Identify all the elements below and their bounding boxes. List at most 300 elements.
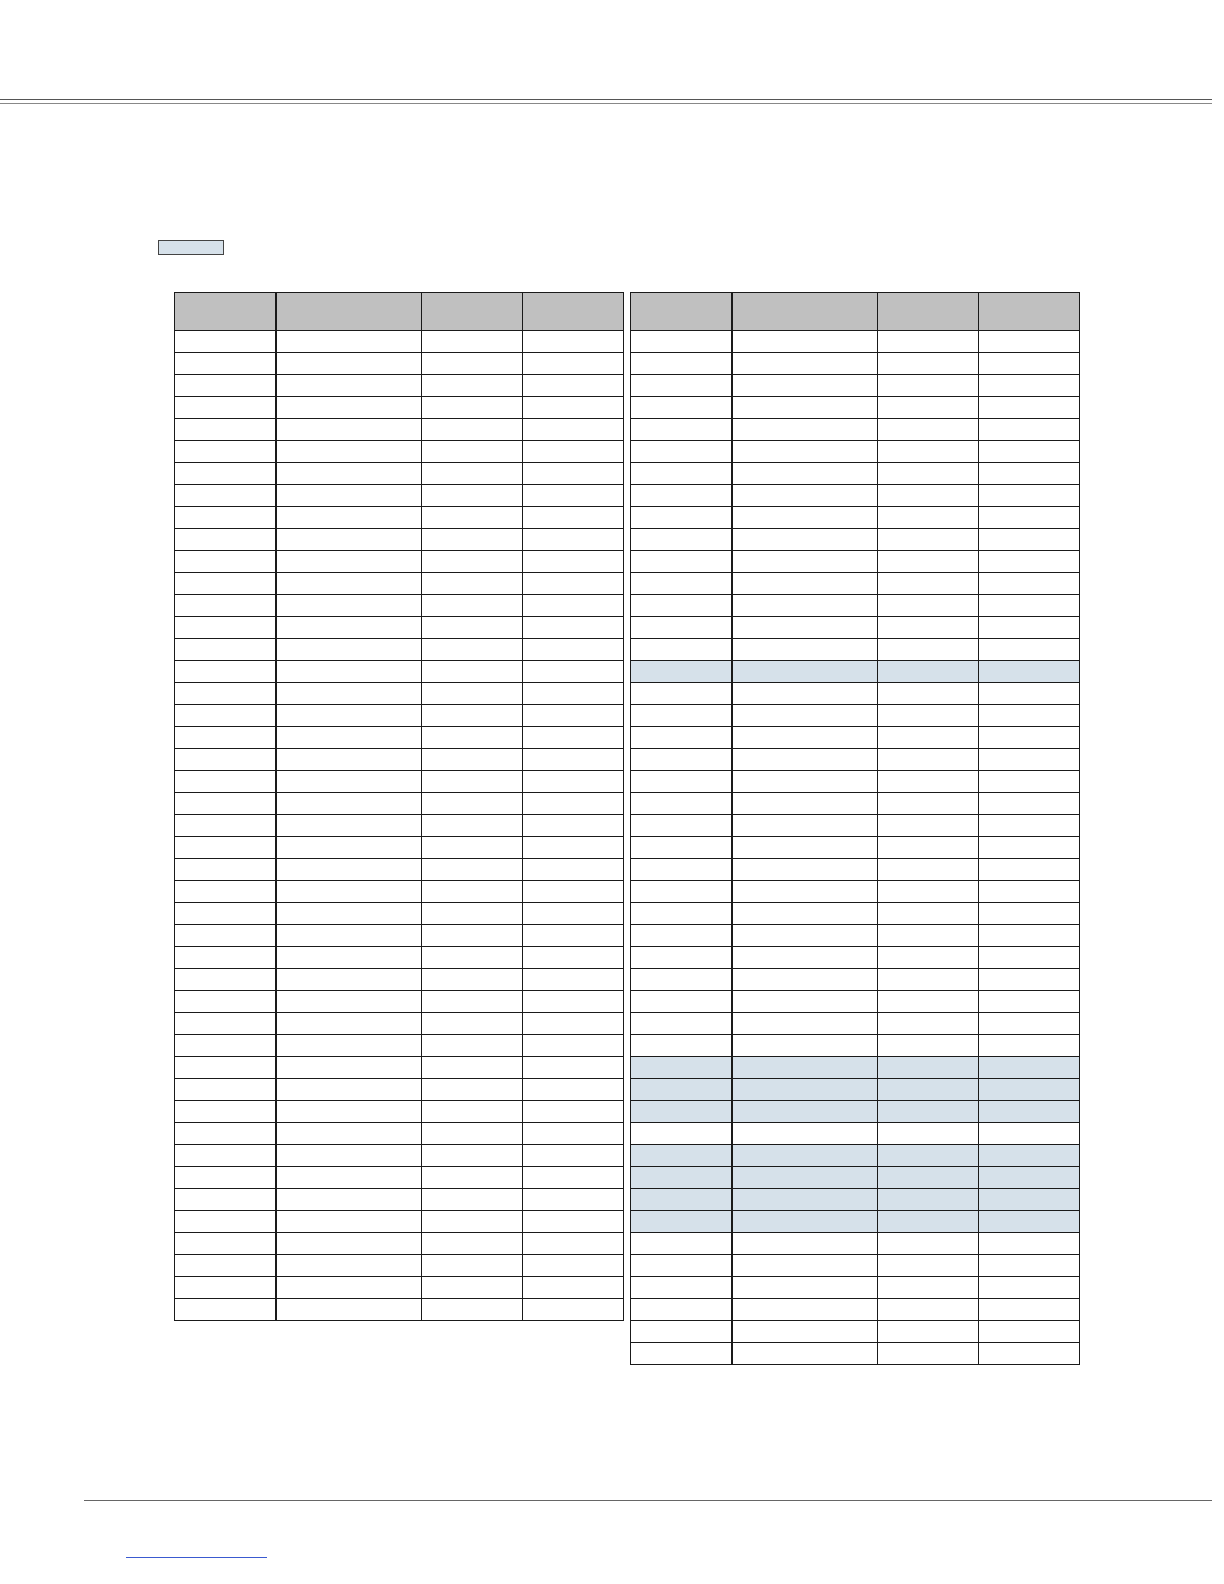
table-row [631,793,1080,815]
table-row [175,1079,624,1101]
table-cell [523,507,624,529]
table-cell [276,529,422,551]
table-cell [175,749,276,771]
table-cell [878,925,979,947]
table-cell [276,1189,422,1211]
table-cell [732,1189,878,1211]
table-cell [631,529,732,551]
table-row [175,1057,624,1079]
table-cell [979,617,1080,639]
table-cell [732,1277,878,1299]
table-row [631,397,1080,419]
table-cell [523,881,624,903]
table-cell [631,1035,732,1057]
table-cell [631,375,732,397]
table-cell [422,1057,523,1079]
table-cell [175,595,276,617]
table-cell [979,1167,1080,1189]
table-row [175,1123,624,1145]
table-cell [878,771,979,793]
table-cell [732,1013,878,1035]
table-cell [878,617,979,639]
table-cell [979,331,1080,353]
table-cell [276,859,422,881]
table-cell [175,551,276,573]
table-cell [175,331,276,353]
table-cell [276,1013,422,1035]
table-row [175,881,624,903]
table-cell [979,573,1080,595]
table-cell [631,793,732,815]
table-cell [631,1057,732,1079]
table-row [175,947,624,969]
table-cell [631,903,732,925]
table-cell [523,683,624,705]
table-cell [276,595,422,617]
table-cell [523,485,624,507]
footer-link-underline[interactable] [126,1557,267,1558]
table-cell [878,793,979,815]
column-header [422,293,523,331]
table-cell [276,639,422,661]
table-row [175,1035,624,1057]
table-cell [523,529,624,551]
column-header [276,293,422,331]
table-cell [523,1035,624,1057]
table-row [631,859,1080,881]
table-cell [979,947,1080,969]
table-row [175,793,624,815]
table-cell [732,1255,878,1277]
table-cell [878,1079,979,1101]
table-row [175,353,624,375]
table-cell [878,683,979,705]
table-cell [732,969,878,991]
table-cell [523,969,624,991]
table-cell [175,1035,276,1057]
table-cell [878,551,979,573]
table-cell [276,419,422,441]
table-cell [979,705,1080,727]
table-row [175,573,624,595]
table-cell [523,1123,624,1145]
table-cell [422,1123,523,1145]
table-cell [523,353,624,375]
table-cell [979,441,1080,463]
table-row [631,595,1080,617]
table-cell [276,1211,422,1233]
table-cell [732,419,878,441]
table-row [175,661,624,683]
table-cell [276,1299,422,1321]
table-cell [878,1013,979,1035]
column-header [732,293,878,331]
table-cell [979,551,1080,573]
table-cell [631,1013,732,1035]
table-cell [631,1101,732,1123]
table-cell [422,1079,523,1101]
table-row [631,463,1080,485]
table-cell [631,441,732,463]
table-cell [422,331,523,353]
table-cell [979,639,1080,661]
table-cell [523,1277,624,1299]
table-cell [732,815,878,837]
table-cell [276,375,422,397]
table-cell [523,441,624,463]
table-cell [732,837,878,859]
table-cell [422,485,523,507]
table-cell [422,1145,523,1167]
table-cell [631,859,732,881]
table-cell [422,969,523,991]
table-cell [631,617,732,639]
table-cell [878,353,979,375]
table-cell [175,969,276,991]
table-cell [631,1211,732,1233]
table-cell [732,1233,878,1255]
table-cell [276,727,422,749]
table-row [631,375,1080,397]
table-cell [175,815,276,837]
table-cell [732,1079,878,1101]
table-cell [979,815,1080,837]
table-row [631,1145,1080,1167]
table-cell [732,397,878,419]
table-cell [979,1233,1080,1255]
table-row [631,1079,1080,1101]
table-cell [631,419,732,441]
table-cell [631,1145,732,1167]
table-row [631,551,1080,573]
table-cell [732,639,878,661]
table-cell [276,749,422,771]
table-cell [422,749,523,771]
table-cell [523,1101,624,1123]
header-rule [0,99,1212,100]
table-cell [732,485,878,507]
table-cell [979,507,1080,529]
table-row [175,551,624,573]
table-cell [175,947,276,969]
table-cell [276,815,422,837]
table-cell [979,683,1080,705]
table-cell [732,881,878,903]
table-cell [276,1035,422,1057]
table-cell [631,353,732,375]
table-cell [276,551,422,573]
table-cell [523,1013,624,1035]
table-cell [878,573,979,595]
table-cell [979,793,1080,815]
table-cell [631,947,732,969]
table-cell [732,573,878,595]
table-cell [631,705,732,727]
table-cell [732,859,878,881]
table-cell [276,1101,422,1123]
table-row [175,419,624,441]
table-cell [422,353,523,375]
table-row [175,837,624,859]
highlight-legend-swatch [158,240,224,255]
table-cell [175,925,276,947]
table-row [175,441,624,463]
table-row [631,507,1080,529]
table-cell [523,1167,624,1189]
table-cell [276,573,422,595]
table-cell [523,1211,624,1233]
table-cell [878,881,979,903]
table-cell [422,771,523,793]
table-cell [175,727,276,749]
table-row [631,1343,1080,1365]
table-cell [878,1057,979,1079]
table-cell [523,1057,624,1079]
table-cell [422,793,523,815]
table-cell [878,1255,979,1277]
table-cell [631,1167,732,1189]
table-cell [175,1233,276,1255]
table-cell [422,551,523,573]
table-cell [979,1189,1080,1211]
table-cell [175,1145,276,1167]
table-cell [175,1189,276,1211]
table-cell [979,661,1080,683]
table-cell [175,529,276,551]
table-cell [175,903,276,925]
table-cell [523,1255,624,1277]
table-cell [422,595,523,617]
table-row [175,1013,624,1035]
table-cell [422,1277,523,1299]
table-cell [631,1321,732,1343]
table-cell [175,661,276,683]
table-cell [175,419,276,441]
table-cell [979,991,1080,1013]
table-cell [422,397,523,419]
table-cell [878,1299,979,1321]
table-cell [732,727,878,749]
table-cell [878,661,979,683]
table-cell [523,551,624,573]
table-cell [523,705,624,727]
column-header [175,293,276,331]
table-cell [878,1101,979,1123]
table-cell [979,1255,1080,1277]
table-cell [422,1255,523,1277]
table-cell [523,1189,624,1211]
table-cell [276,683,422,705]
table-cell [979,375,1080,397]
table-cell [523,397,624,419]
table-cell [175,793,276,815]
table-row [631,683,1080,705]
table-row [175,969,624,991]
table-cell [276,1145,422,1167]
table-row [631,947,1080,969]
table-cell [631,551,732,573]
table-cell [422,1211,523,1233]
table-cell [276,1255,422,1277]
table-cell [175,1299,276,1321]
table-cell [523,771,624,793]
header-rule-secondary [0,103,1212,104]
table-cell [979,595,1080,617]
table-row [631,837,1080,859]
table-row [175,485,624,507]
table-row [631,727,1080,749]
table-cell [631,683,732,705]
table-row [631,1013,1080,1035]
table-cell [732,529,878,551]
table-row [175,903,624,925]
table-cell [422,529,523,551]
table-cell [878,529,979,551]
table-cell [631,925,732,947]
table-cell [276,925,422,947]
table-row [631,441,1080,463]
table-cell [732,683,878,705]
table-cell [422,1167,523,1189]
table-row [175,507,624,529]
table-cell [175,639,276,661]
table-cell [732,947,878,969]
table-cell [732,749,878,771]
table-row [631,925,1080,947]
table-cell [631,1343,732,1365]
table-cell [276,1057,422,1079]
table-cell [523,837,624,859]
table-cell [878,1277,979,1299]
table-row [631,1233,1080,1255]
table-cell [979,859,1080,881]
table-cell [631,485,732,507]
table-row [631,661,1080,683]
table-cell [175,397,276,419]
table-row [175,991,624,1013]
left-table-body [175,331,624,1321]
table-cell [732,925,878,947]
table-row [175,815,624,837]
table-cell [175,463,276,485]
table-row [175,1145,624,1167]
table-row [175,397,624,419]
table-row [631,529,1080,551]
table-cell [523,727,624,749]
table-cell [878,1035,979,1057]
table-cell [732,991,878,1013]
table-cell [422,683,523,705]
table-row [631,1189,1080,1211]
table-cell [878,969,979,991]
table-cell [631,1233,732,1255]
table-row [175,529,624,551]
table-cell [979,1013,1080,1035]
table-row [175,1211,624,1233]
table-cell [422,705,523,727]
table-cell [979,463,1080,485]
table-row [175,375,624,397]
table-cell [523,1079,624,1101]
table-cell [732,617,878,639]
table-cell [732,705,878,727]
table-row [631,705,1080,727]
table-cell [523,903,624,925]
table-cell [422,881,523,903]
table-cell [175,705,276,727]
table-cell [979,749,1080,771]
table-cell [422,1233,523,1255]
table-row [175,1299,624,1321]
table-cell [732,331,878,353]
table-cell [979,1123,1080,1145]
table-cell [732,1167,878,1189]
table-cell [878,441,979,463]
table-cell [979,1035,1080,1057]
table-cell [631,397,732,419]
table-cell [979,419,1080,441]
table-cell [523,1299,624,1321]
table-row [631,749,1080,771]
table-row [631,617,1080,639]
table-cell [979,1321,1080,1343]
table-cell [175,991,276,1013]
table-cell [523,859,624,881]
table-cell [523,991,624,1013]
table-cell [422,375,523,397]
table-cell [422,507,523,529]
table-cell [422,661,523,683]
table-cell [979,1145,1080,1167]
table-cell [979,1079,1080,1101]
table-cell [175,1277,276,1299]
table-cell [979,529,1080,551]
table-cell [276,353,422,375]
table-cell [732,1101,878,1123]
table-cell [523,463,624,485]
table-cell [732,661,878,683]
table-cell [276,661,422,683]
table-cell [631,749,732,771]
table-cell [631,331,732,353]
table-cell [523,639,624,661]
table-cell [979,397,1080,419]
table-cell [979,903,1080,925]
table-cell [979,727,1080,749]
column-header [631,293,732,331]
table-cell [979,837,1080,859]
table-cell [878,639,979,661]
table-cell [631,881,732,903]
table-cell [523,331,624,353]
table-cell [979,1211,1080,1233]
table-cell [878,947,979,969]
table-cell [878,1167,979,1189]
table-header-row [175,293,624,331]
table-cell [631,463,732,485]
table-cell [631,595,732,617]
table-cell [422,815,523,837]
column-header [979,293,1080,331]
table-cell [175,1079,276,1101]
table-cell [523,1145,624,1167]
table-row [631,639,1080,661]
table-cell [631,1189,732,1211]
table-cell [422,1035,523,1057]
table-cell [175,353,276,375]
table-cell [175,1057,276,1079]
table-cell [878,727,979,749]
